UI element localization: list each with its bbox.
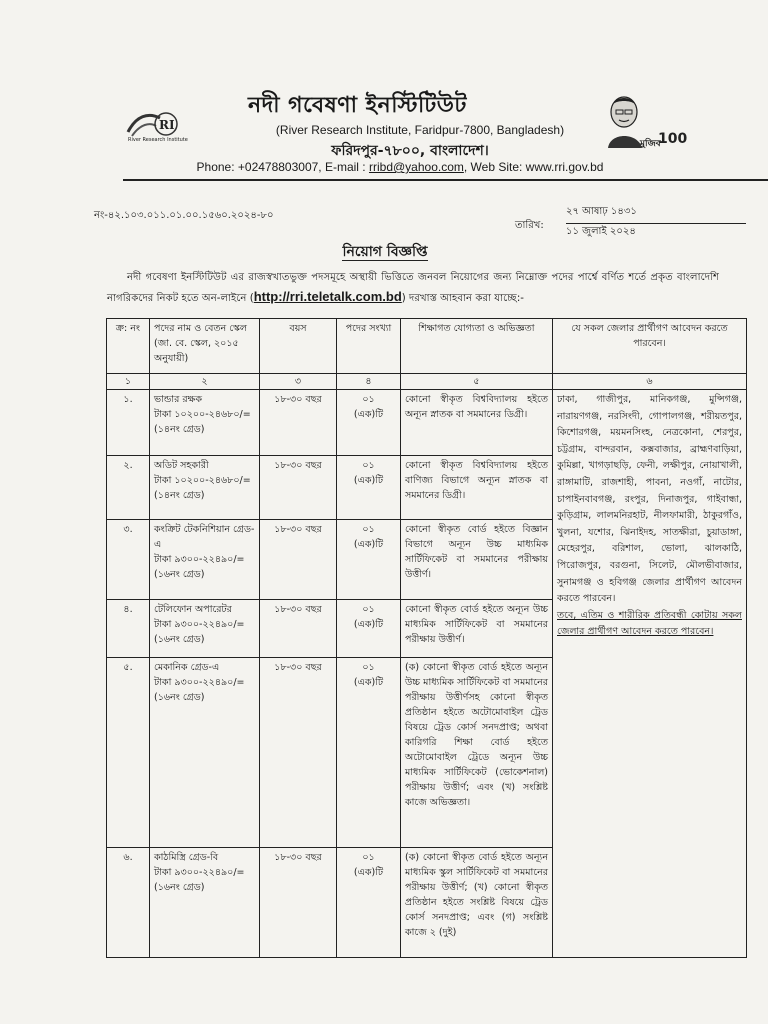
notice-title-text: নিয়োগ বিজ্ঞপ্তি (342, 244, 428, 260)
organization-name-english: (River Research Institute, Faridpur-7800, Bangladesh) (275, 123, 565, 137)
contact-line (140, 160, 660, 174)
rri-logo (126, 110, 188, 144)
notice-intro (107, 268, 719, 308)
row-qualification: কোনো স্বীকৃত বিশ্ববিদ্যালয় হইতে অন্যূন স্নাতক বা সমমানের ডিগ্রী। (401, 390, 553, 456)
row-serial: ২. (107, 456, 150, 520)
row-post (150, 658, 260, 848)
count-number: ০১ (362, 460, 375, 471)
count-word: (এক)টি (353, 409, 384, 420)
notice-title (300, 240, 470, 264)
districts-list: ঢাকা, গাজীপুর, মানিকগঞ্জ, মুন্সিগঞ্জ, নারায়ণগঞ্জ, নরসিংদী, গোপালগঞ্জ, শরীয়তপুর, কিশোরগঞ্জ, ময়মনসিংহ, নেত্রকোনা, শেরপুর, চট্টগ্রাম, বান্দরবান, কক্সবাজার, ব্রাহ্মণবাড়িয়া, কুমিল্লা, খাগড়াছড়ি, ফেনী, লক্ষীপুর, নোয়াখালী, রাঙ্গামাটি, রাজশাহী, পাবনা, নওগাঁ, নাটোর, চাপাইনবাবগঞ্জ, রংপুর, দিনাজপুর, গাইবান্ধা, কুড়িগ্রাম, লালমনিরহাট, নীলফামারী, ঠাকুরগাঁও, খুলনা, যশোর, ঝিনাইদহ, সাতক্ষীরা, চুয়াডাঙ্গা, মেহেরপুর, বরিশাল, ভোলা, ঝালকাঠি, পিরোজপুর, বরগুনা, সিলেট, মৌলভীবাজার, সুনামগঞ্জ ও হবিগঞ্জ জেলার প্রার্থীগণ আবেদন করতে পারবেন। (557, 394, 742, 605)
column-number: ২ (150, 374, 260, 390)
header-age: বয়স (260, 319, 337, 374)
post-name: টেলিফোন অপারেটর (154, 604, 232, 615)
row-count (337, 456, 401, 520)
row-serial: ৬. (107, 848, 150, 958)
post-grade: (১৬নং গ্রেড) (154, 692, 205, 703)
svg-text:মুজিব: মুজিব (640, 139, 661, 149)
post-pay: টাকা ১০২০০-২৪৬৮০/= (154, 475, 251, 486)
post-grade: (১৬নং গ্রেড) (154, 882, 205, 893)
count-word: (এক)টি (353, 539, 384, 550)
row-serial: ৫. (107, 658, 150, 848)
post-pay: টাকা ৯৩০০-২২৪৯০/= (154, 619, 245, 630)
date-bangla: ২৭ আষাঢ় ১৪৩১ (566, 204, 746, 224)
row-qualification: (ক) কোনো স্বীকৃত বোর্ড হইতে অন্যূন উচ্চ মাধ্যমিক সার্টিফিকেট বা সমমানের পরীক্ষায় উত্তীর্ণসহ কোনো স্বীকৃত প্রতিষ্ঠান হইতে অটোমোবাইল ট্রেড বিষয়ে ট্রেড কোর্স সনদপ্রাপ্ত; অথবা কারিগরি শিক্ষা বোর্ড হইতে অটোমোবাইল ট্রেডে অন্যূন উচ্চ মাধ্যমিক সার্টিফিকেট (ভোকেশনাল) পরীক্ষায় উত্তীর্ণ; এবং (খ) সংশ্লিষ্ট কাজে অভিজ্ঞতা। (401, 658, 553, 848)
row-serial: ৩. (107, 520, 150, 600)
post-grade: (১৪নং গ্রেড) (154, 424, 205, 435)
post-name: ভান্ডার রক্ষক (154, 394, 202, 405)
mujib-100-logo (604, 90, 688, 152)
rri-logo-caption: River Research Institute (128, 137, 188, 143)
count-word: (এক)টি (353, 619, 384, 630)
row-qualification: কোনো স্বীকৃত বোর্ড হইতে বিজ্ঞান বিভাগে অন্যূন উচ্চ মাধ্যমিক সার্টিফিকেট বা সমমানের পরীক্ষায় উত্তীর্ণ। (401, 520, 553, 600)
row-qualification: (ক) কোনো স্বীকৃত বোর্ড হইতে অন্যূন মাধ্যমিক স্কুল সার্টিফিকেট বা সমমানের পরীক্ষায় উত্তীর্ণ; (খ) কোনো স্বীকৃত প্রতিষ্ঠান হইতে সংশ্লিষ্ট বিষয়ে ট্রেড কোর্স সনদপ্রাপ্ত; এবং (গ) সংশ্লিষ্ট কাজে ২ (দুই) (401, 848, 553, 958)
column-number: ৩ (260, 374, 337, 390)
column-number: ৬ (553, 374, 747, 390)
row-post (150, 390, 260, 456)
count-word: (এক)টি (353, 475, 384, 486)
header-count: পদের সংখ্যা (337, 319, 401, 374)
post-grade: (১৪নং গ্রেড) (154, 490, 205, 501)
row-serial: ১. (107, 390, 150, 456)
post-name: অডিট সহকারী (154, 460, 209, 471)
memo-number: নং-৪২.১০৩.০১১.০১.০০.১৫৬০.২০২৪-৮০ (94, 210, 274, 221)
organization-name-bangla: নদী গবেষণা ইনস্টিটিউট (248, 93, 467, 118)
application-url-link[interactable]: http://rri.teletalk.com.bd (253, 289, 402, 304)
header-serial: ক্র: নং (107, 319, 150, 374)
row-count (337, 658, 401, 848)
svg-text:100: 100 (658, 131, 688, 147)
column-number: ৪ (337, 374, 401, 390)
eligible-districts (553, 390, 747, 958)
post-name: কংক্রিট টেকনিশিয়ান গ্রেড-এ (154, 524, 255, 550)
post-pay: টাকা ১০২০০-২৪৬৮০/= (154, 409, 251, 420)
column-number-row (107, 374, 747, 390)
count-number: ০১ (362, 662, 375, 673)
post-pay: টাকা ৯৩০০-২২৪৯০/= (154, 554, 245, 565)
date-label: তারিখ: (515, 220, 544, 231)
row-post (150, 848, 260, 958)
row-serial: ৪. (107, 600, 150, 658)
row-age: ১৮-৩০ বছর (260, 390, 337, 456)
column-number: ৫ (401, 374, 553, 390)
row-age: ১৮-৩০ বছর (260, 848, 337, 958)
website-text: , Web Site: www.rri.gov.bd (463, 160, 604, 174)
row-count (337, 390, 401, 456)
email-link[interactable]: rribd@yahoo.com (368, 160, 464, 174)
post-name: কাঠমিস্ত্রি গ্রেড-বি (154, 852, 219, 863)
table-row (107, 390, 747, 456)
count-number: ০১ (362, 852, 375, 863)
row-qualification: কোনো স্বীকৃত বিশ্ববিদ্যালয় হইতে বাণিজ্য বিভাগে অন্যূন স্নাতক বা সমমানের ডিগ্রী। (401, 456, 553, 520)
row-qualification: কোনো স্বীকৃত বোর্ড হইতে অন্যূন উচ্চ মাধ্যমিক সার্টিফিকেট বা সমমানের পরীক্ষায় উত্তীর্ণ। (401, 600, 553, 658)
column-number: ১ (107, 374, 150, 390)
portrait-icon (604, 90, 688, 152)
post-name: মেকানিক গ্রেড-এ (154, 662, 220, 673)
post-grade: (১৬নং গ্রেড) (154, 634, 205, 645)
date-english: ১১ জুলাই ২০২৪ (566, 226, 636, 237)
row-age: ১৮-৩০ বছর (260, 456, 337, 520)
row-count (337, 520, 401, 600)
row-post (150, 520, 260, 600)
intro-text-before: নদী গবেষণা ইনস্টিটিউট এর রাজস্বখাতভুক্ত পদসমূহে অস্থায়ী ভিত্তিতে জনবল নিয়োগের জন্য নিম্নোক্ত পদের পার্শ্বে বর্ণিত শর্তে প্রকৃত বাংলাদেশি নাগরিকদের নিকট হতে অন-লাইনে ( (107, 272, 719, 304)
count-number: ০১ (362, 524, 375, 535)
header-districts: যে সকল জেলার প্রার্থীগণ আবেদন করতে পারবেন। (553, 319, 747, 374)
row-age: ১৮-৩০ বছর (260, 658, 337, 848)
vacancy-table (106, 318, 747, 958)
header-qualification: শিক্ষাগত যোগ্যতা ও অভিজ্ঞতা (401, 319, 553, 374)
phone-text: Phone: +02478803007, E-mail : (196, 160, 369, 174)
post-grade: (১৬নং গ্রেড) (154, 569, 205, 580)
svg-text:RI: RI (159, 118, 175, 132)
organization-city-bangla: ফরিদপুর-৭৮০০, বাংলাদেশ। (331, 143, 489, 159)
districts-quota-note: তবে, এতিম ও শারীরিক প্রতিবন্ধী কোটায় সকল জেলার প্রার্থীগণ আবেদন করতে পারবেন। (557, 609, 742, 638)
count-number: ০১ (362, 394, 375, 405)
header-divider (123, 179, 768, 181)
post-pay: টাকা ৯৩০০-২২৪৯০/= (154, 677, 245, 688)
count-word: (এক)টি (353, 867, 384, 878)
header-post-pay: পদের নাম ও বেতন স্কেল (জা. বে. স্কেল, ২০১৫ অনুযায়ী) (150, 319, 260, 374)
row-count (337, 848, 401, 958)
row-post (150, 456, 260, 520)
rri-logo-swirl-icon (126, 110, 188, 138)
post-pay: টাকা ৯৩০০-২২৪৯০/= (154, 867, 245, 878)
row-post (150, 600, 260, 658)
count-number: ০১ (362, 604, 375, 615)
row-age: ১৮-৩০ বছর (260, 520, 337, 600)
row-age: ১৮-৩০ বছর (260, 600, 337, 658)
table-header-row (107, 319, 747, 374)
count-word: (এক)টি (353, 677, 384, 688)
row-count (337, 600, 401, 658)
intro-text-after: ) দরখাস্ত আহবান করা যাচ্ছে:- (401, 293, 524, 304)
